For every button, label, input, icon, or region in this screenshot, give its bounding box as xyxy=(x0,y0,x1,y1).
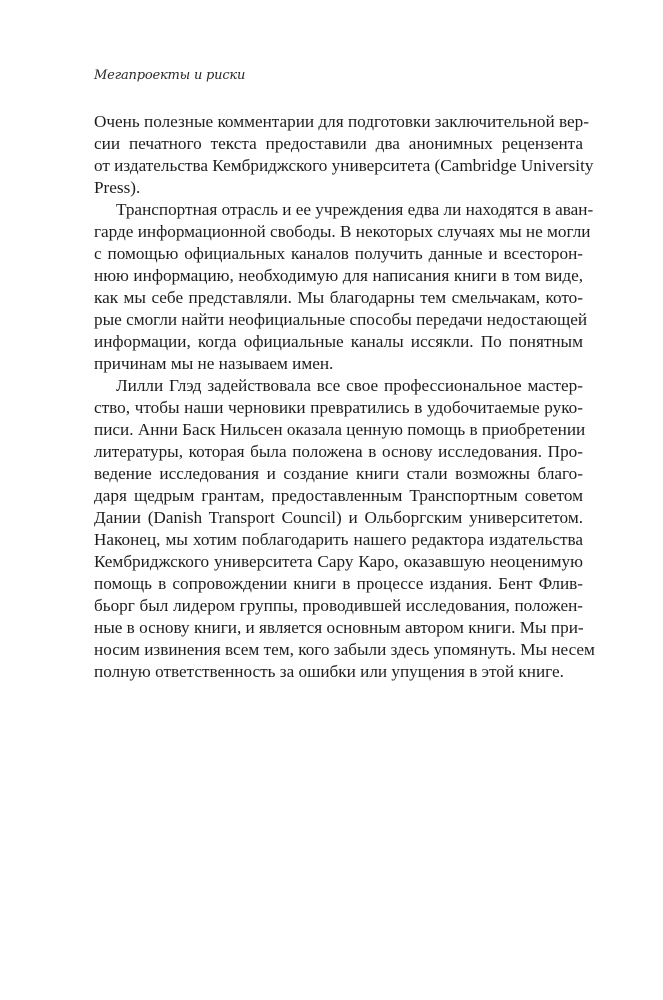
text-line: причинам мы не называем имен. xyxy=(94,354,334,373)
text-line: гарде информационной свободы. В некоторых случаях мы не могли xyxy=(94,222,591,241)
text-line: как мы себе представляли. Мы благодарны тем смельчакам, кото- xyxy=(94,288,583,307)
text-line: рые смогли найти неофициальные способы передачи недостающей xyxy=(94,310,588,329)
text-line: Наконец, мы хотим поблагодарить нашего редактора издательства xyxy=(94,530,583,549)
text-line: с помощью официальных каналов получить данные и всесторон- xyxy=(94,244,583,263)
text-line: Кембриджского университета Сару Каро, оказавшую неоценимую xyxy=(94,552,583,571)
text-line: бьорг был лидером группы, проводившей исследования, положен- xyxy=(94,596,583,615)
text-line: помощь в сопровождении книги в процессе издания. Бент Флив- xyxy=(94,574,583,593)
text-line: литературы, которая была положена в основу исследования. Про- xyxy=(94,442,583,461)
text-line: Press). xyxy=(94,178,141,197)
text-line: писи. Анни Баск Нильсен оказала ценную помощь в приобретении xyxy=(94,420,586,439)
running-head: Мегапроекты и риски xyxy=(94,68,246,83)
text-line: сии печатного текста предоставили два анонимных рецензента xyxy=(94,134,583,153)
body-text xyxy=(94,111,595,683)
text-line: ные в основу книги, и является основным автором книги. Мы при- xyxy=(94,618,584,637)
text-line: Дании (Danish Transport Council) и Ольборгским университетом. xyxy=(94,508,583,527)
text-line: Транспортная отрасль и ее учреждения едва ли находятся в аван- xyxy=(116,200,594,219)
paragraph xyxy=(94,199,594,375)
text-line: нюю информацию, необходимую для написания книги в том виде, xyxy=(94,266,583,285)
text-line: носим извинения всем тем, кого забыли здесь упомянуть. Мы несем xyxy=(94,640,595,659)
paragraph xyxy=(94,375,595,683)
text-line: Лилли Глэд задействовала все свое профессиональное мастер- xyxy=(116,376,583,395)
text-line: Очень полезные комментарии для подготовки заключительной вер- xyxy=(94,112,589,131)
text-line: ство, чтобы наши черновики превратились в удобочитаемые руко- xyxy=(94,398,583,417)
paragraph xyxy=(94,111,594,199)
text-line: ведение исследования и создание книги стали возможны благо- xyxy=(94,464,583,483)
text-line: от издательства Кембриджского университета (Cambridge University xyxy=(94,156,594,175)
text-line: даря щедрым грантам, предоставленным Транспортным советом xyxy=(94,486,583,505)
text-line: полную ответственность за ошибки или упущения в этой книге. xyxy=(94,662,564,681)
text-line: информации, когда официальные каналы иссякли. По понятным xyxy=(94,332,583,351)
